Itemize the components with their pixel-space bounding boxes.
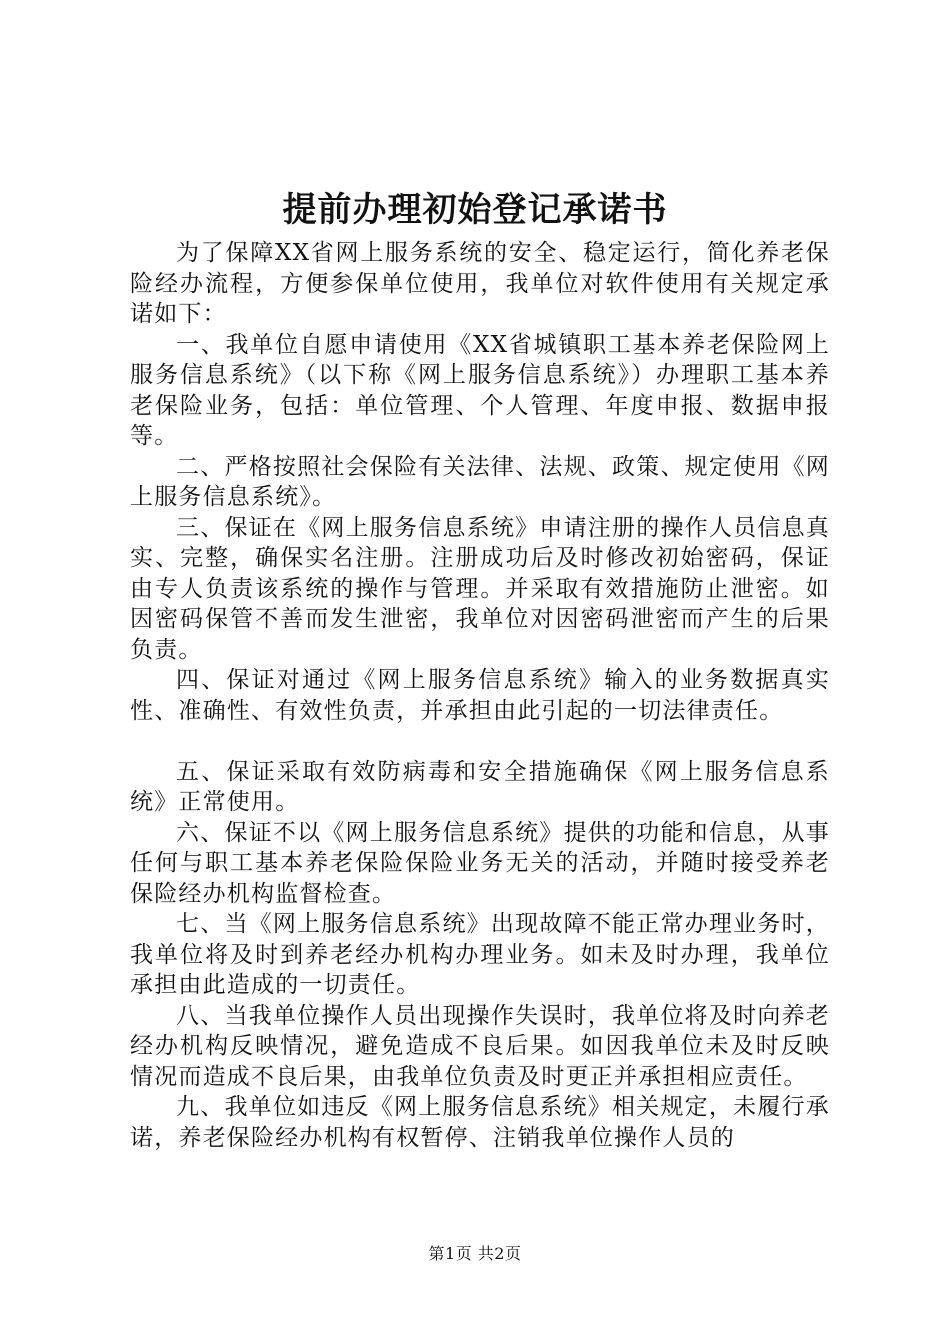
paragraph-spacer — [130, 726, 830, 757]
intro-paragraph: 为了保障XX省网上服务系统的安全、稳定运行，简化养老保险经办流程，方便参保单位使用，我单位对软件使用有关规定承诺如下： — [130, 240, 830, 327]
clause-2-paragraph: 二、严格按照社会保险有关法律、法规、政策、规定使用《网上服务信息系统》。 — [130, 453, 830, 510]
page-number-footer: 第1页 共2页 — [428, 1244, 522, 1263]
clause-7-paragraph: 七、当《网上服务信息系统》出现故障不能正常办理业务时，我单位将及时到养老经办机构办理业务。如未及时办理，我单位承担由此造成的一切责任。 — [130, 911, 830, 998]
clause-8-paragraph: 八、当我单位操作人员出现操作失误时，我单位将及时向养老经办机构反映情况，避免造成不良后果。如因我单位未及时反映情况而造成不良后果，由我单位负责及时更正并承担相应责任。 — [130, 1002, 830, 1090]
document-title: 提前办理初始登记承诺书 — [282, 190, 668, 230]
clause-6-paragraph: 六、保证不以《网上服务信息系统》提供的功能和信息，从事任何与职工基本养老保险保险业务无关的活动，并随时接受养老保险经办机构监督检查。 — [130, 819, 830, 907]
clause-5-paragraph: 五、保证采取有效防病毒和安全措施确保《网上服务信息系统》正常使用。 — [130, 758, 830, 815]
clause-4-paragraph: 四、保证对通过《网上服务信息系统》输入的业务数据真实性、准确性、有效性负责，并承担由此引起的一切法律责任。 — [130, 667, 830, 724]
document-body — [130, 238, 830, 1153]
clause-3-paragraph: 三、保证在《网上服务信息系统》申请注册的操作人员信息真实、完整，确保实名注册。注册成功后及时修改初始密码，保证由专人负责该系统的操作与管理。并采取有效措施防止泄密。如因密码保管不善而发生泄密，我单位对因密码泄密而产生的后果负责。 — [130, 514, 830, 663]
clause-9-paragraph: 九、我单位如违反《网上服务信息系统》相关规定，未履行承诺，养老保险经办机构有权暂停、注销我单位操作人员的 — [130, 1094, 830, 1151]
clause-1-paragraph: 一、我单位自愿申请使用《XX省城镇职工基本养老保险网上服务信息系统》（以下称《网上服务信息系统》）办理职工基本养老保险业务，包括：单位管理、个人管理、年度申报、数据申报等。 — [130, 331, 830, 449]
